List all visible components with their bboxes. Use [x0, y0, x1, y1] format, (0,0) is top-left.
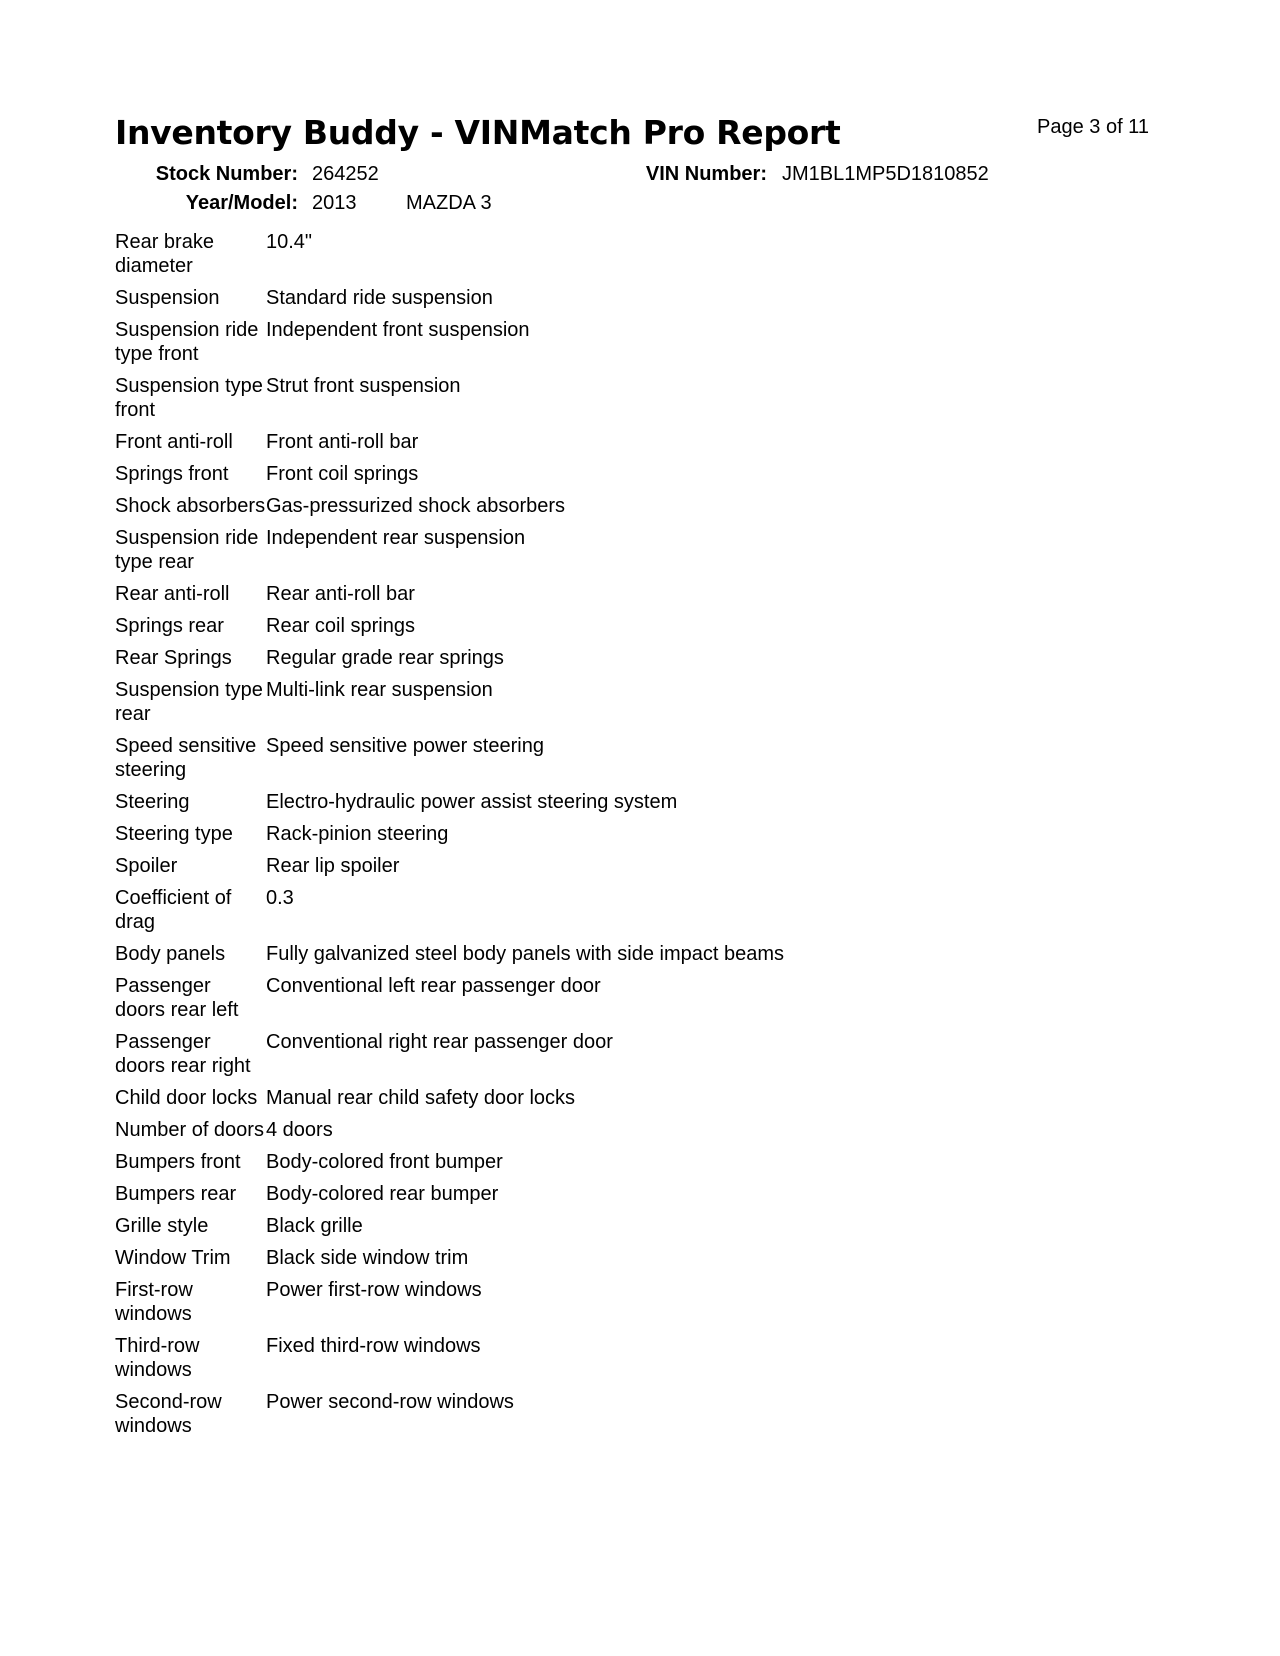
spec-name: Second-row windows [115, 1391, 222, 1437]
spec-value: Body-colored rear bumper [266, 1183, 499, 1205]
spec-name: Passenger doors rear left [115, 975, 239, 1021]
spec-name: Child door locks [115, 1087, 258, 1109]
spec-name: Grille style [115, 1215, 209, 1237]
spec-row [115, 286, 875, 318]
spec-row [115, 614, 875, 646]
spec-value: 4 doors [266, 1119, 333, 1141]
spec-row [115, 582, 875, 614]
spec-value: Front coil springs [266, 463, 419, 485]
spec-name: Suspension [115, 287, 220, 309]
spec-row [115, 1086, 875, 1118]
year-model-label: Year/Model: [185, 192, 298, 214]
spec-row [115, 462, 875, 494]
spec-name: Bumpers rear [115, 1183, 237, 1205]
spec-value: 0.3 [266, 887, 294, 909]
spec-row [115, 1118, 875, 1150]
spec-row [115, 1278, 875, 1334]
spec-row [115, 230, 875, 286]
spec-value: Standard ride suspension [266, 287, 493, 309]
spec-name: Suspension ride type rear [115, 527, 259, 573]
spec-row [115, 734, 875, 790]
spec-name: Steering [115, 791, 190, 813]
spec-value: Rack-pinion steering [266, 823, 449, 845]
spec-value: Electro-hydraulic power assist steering system [266, 791, 678, 813]
spec-name: Passenger doors rear right [115, 1031, 251, 1077]
spec-row [115, 646, 875, 678]
stock-number-value: 264252 [312, 163, 379, 185]
spec-table-body [115, 230, 875, 1446]
spec-name: Suspension ride type front [115, 319, 259, 365]
spec-row [115, 886, 875, 942]
spec-row [115, 1334, 875, 1390]
spec-value: Independent rear suspension [266, 527, 526, 549]
spec-row [115, 526, 875, 582]
spec-name: Number of doors [115, 1119, 264, 1141]
spec-name: Shock absorbers [115, 495, 266, 517]
model-value: MAZDA 3 [406, 192, 492, 214]
spec-value: Speed sensitive power steering [266, 735, 544, 757]
spec-name: Front anti-roll [115, 431, 233, 453]
spec-name: Springs rear [115, 615, 224, 637]
spec-name: Third-row windows [115, 1335, 200, 1381]
spec-value: Strut front suspension [266, 375, 461, 397]
spec-name: Springs front [115, 463, 229, 485]
spec-value: Regular grade rear springs [266, 647, 504, 669]
spec-row [115, 1390, 875, 1446]
spec-row [115, 1150, 875, 1182]
spec-name: Speed sensitive steering [115, 735, 257, 781]
spec-name: First-row windows [115, 1279, 193, 1325]
spec-value: Manual rear child safety door locks [266, 1087, 576, 1109]
spec-value: Conventional left rear passenger door [266, 975, 601, 997]
spec-name: Body panels [115, 943, 226, 965]
spec-value: Multi-link rear suspension [266, 679, 493, 701]
spec-row [115, 494, 875, 526]
spec-name: Rear Springs [115, 647, 232, 669]
spec-value: Rear lip spoiler [266, 855, 400, 877]
spec-value: Fully galvanized steel body panels with side impact beams [266, 943, 785, 965]
spec-row [115, 1030, 875, 1086]
spec-row [115, 974, 875, 1030]
page-number: Page 3 of 11 [1037, 116, 1149, 138]
spec-table [115, 230, 875, 1446]
spec-value: Black side window trim [266, 1247, 469, 1269]
spec-row [115, 1214, 875, 1246]
spec-value: Power first-row windows [266, 1279, 482, 1301]
spec-row [115, 1182, 875, 1214]
spec-name: Spoiler [115, 855, 178, 877]
year-value: 2013 [312, 192, 357, 214]
spec-row [115, 678, 875, 734]
spec-value: 10.4" [266, 231, 313, 253]
spec-value: Body-colored front bumper [266, 1151, 503, 1173]
spec-value: Front anti-roll bar [266, 431, 419, 453]
spec-row [115, 1246, 875, 1278]
spec-name: Suspension type rear [115, 679, 263, 725]
spec-row [115, 374, 875, 430]
spec-name: Suspension type front [115, 375, 263, 421]
spec-row [115, 790, 875, 822]
spec-name: Bumpers front [115, 1151, 241, 1173]
spec-value: Rear anti-roll bar [266, 583, 415, 605]
spec-value: Independent front suspension [266, 319, 530, 341]
spec-row [115, 430, 875, 462]
spec-row [115, 822, 875, 854]
spec-name: Rear brake diameter [115, 231, 214, 277]
spec-name: Steering type [115, 823, 233, 845]
spec-name: Window Trim [115, 1247, 231, 1269]
vin-number-label: VIN Number: [645, 163, 767, 185]
spec-name: Coefficient of drag [115, 887, 232, 933]
stock-number-label: Stock Number: [155, 163, 298, 185]
spec-value: Power second-row windows [266, 1391, 514, 1413]
spec-value: Conventional right rear passenger door [266, 1031, 613, 1053]
spec-row [115, 318, 875, 374]
vin-number-value: JM1BL1MP5D1810852 [782, 163, 989, 185]
spec-value: Black grille [266, 1215, 363, 1237]
spec-row [115, 942, 875, 974]
report-title: Inventory Buddy - VINMatch Pro Report [115, 113, 841, 152]
spec-value: Rear coil springs [266, 615, 415, 637]
spec-name: Rear anti-roll [115, 583, 230, 605]
spec-value: Fixed third-row windows [266, 1335, 481, 1357]
spec-row [115, 854, 875, 886]
spec-value: Gas-pressurized shock absorbers [266, 495, 566, 517]
